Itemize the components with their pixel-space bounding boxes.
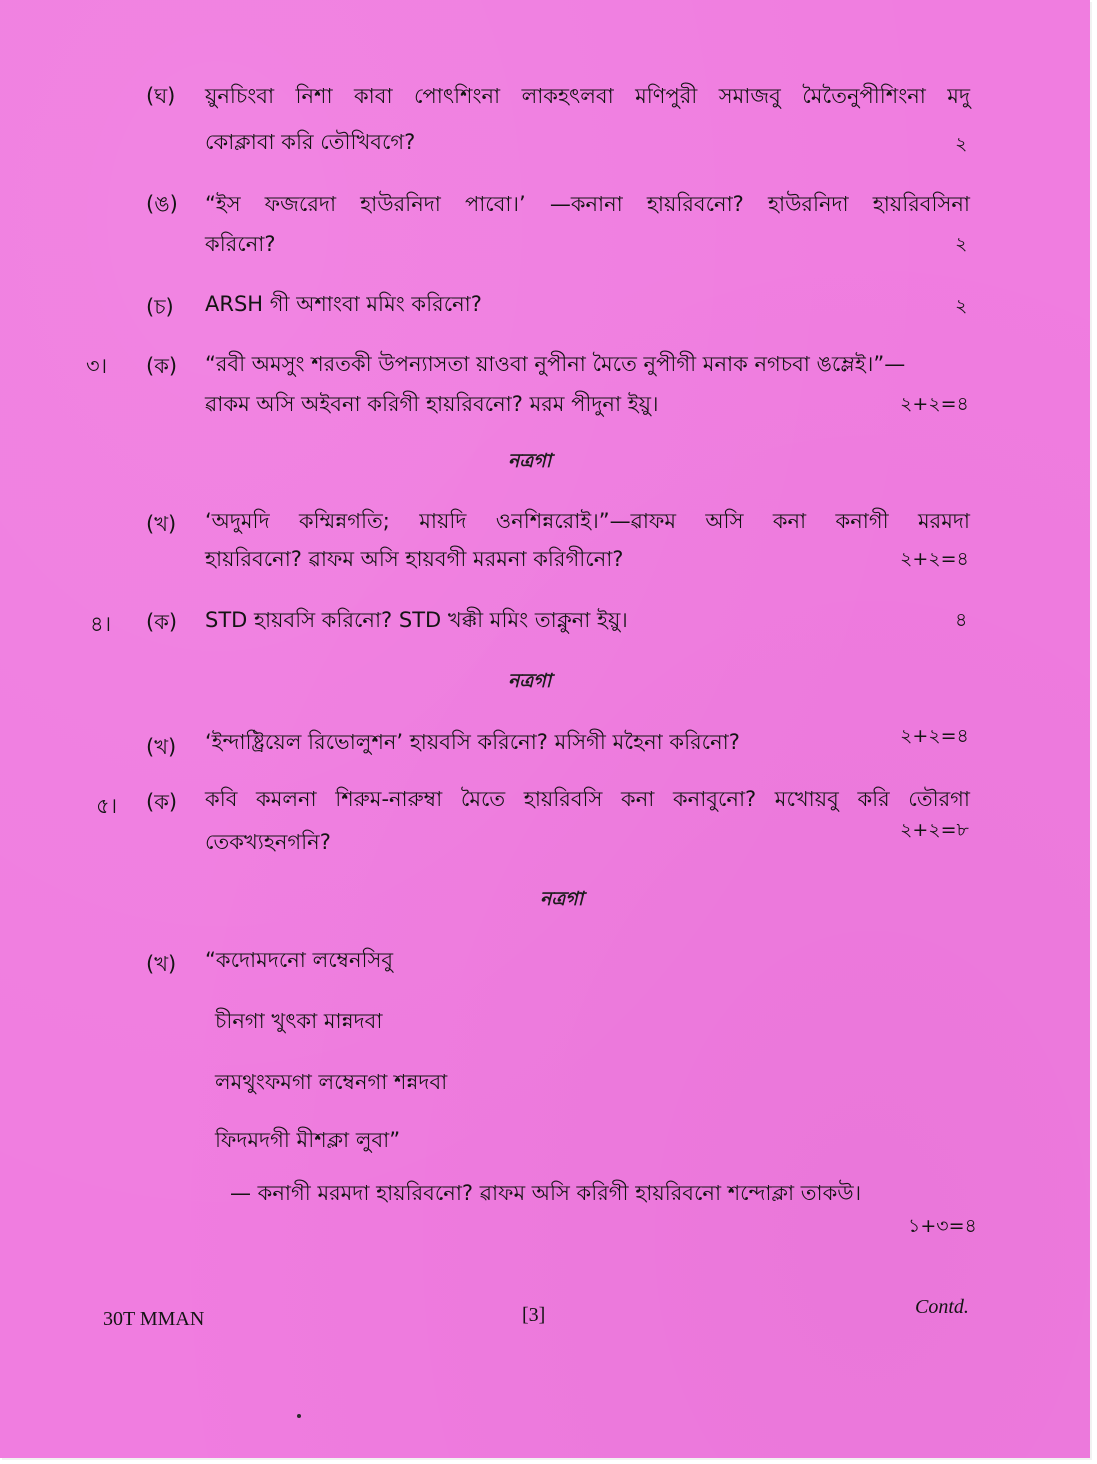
question-text: — কনাগী মরমদা হায়রিবনো? ৱাফম অসি করিগী হায়রিবনো শন্দোক্লা তাকউ। bbox=[230, 1181, 862, 1205]
or-separator: নত্রগা bbox=[540, 888, 584, 910]
question-number: ৫। bbox=[96, 794, 118, 818]
question-number: ৩। bbox=[86, 354, 108, 378]
page-number: [3] bbox=[522, 1304, 546, 1326]
item-label: (চ) bbox=[146, 295, 174, 319]
question-text: তেকখ্যহনগনি? bbox=[205, 830, 331, 854]
poem-line: চীনগা খুৎকা মান্নদবা bbox=[215, 1009, 383, 1033]
poem-line: লমথুংফমগা লম্বেনগা শন্নদবা bbox=[215, 1070, 448, 1094]
poem-line: “কদোমদনো লম্বেনসিবু bbox=[205, 948, 394, 972]
question-text: কবি কমলনা শিরুম-নারুম্বা মৈতে হায়রিবসি কনা কনাবুনো? মখোয়বু করি তৌরগা bbox=[205, 787, 970, 811]
item-label: (ক) bbox=[146, 354, 178, 378]
marks: ১+৩=৪ bbox=[908, 1215, 977, 1237]
question-text: কোক্লাবা করি তৌখিবগে? bbox=[205, 130, 416, 154]
or-separator: নত্রগা bbox=[508, 450, 552, 472]
item-label: (ক) bbox=[146, 790, 178, 814]
marks: ২+২=৪ bbox=[900, 548, 969, 570]
item-label: (খ) bbox=[146, 512, 177, 536]
question-text: STD হায়বসি করিনো? STD খক্কী মমিং তাক্নুনা ইয়ু। bbox=[205, 608, 628, 632]
marks: ২ bbox=[955, 133, 968, 155]
item-label: (খ) bbox=[146, 735, 177, 759]
marks: ৪ bbox=[955, 609, 968, 631]
question-number: ৪। bbox=[90, 612, 112, 636]
paper-code: 30T MMAN bbox=[103, 1308, 205, 1330]
continued-note: Contd. bbox=[915, 1296, 969, 1318]
question-text: ৱাকম অসি অইবনা করিগী হায়রিবনো? মরম পীদুনা ইয়ু। bbox=[205, 392, 659, 416]
poem-line: ফিদমদগী মীশক্লা লুবা” bbox=[215, 1128, 401, 1152]
marks: ২ bbox=[955, 295, 968, 317]
marks: ২ bbox=[955, 233, 968, 255]
item-label: (খ) bbox=[146, 952, 177, 976]
marks: ২+২=৮ bbox=[900, 819, 969, 841]
question-text: ARSH গী অশাংবা মমিং করিনো? bbox=[205, 292, 482, 316]
question-text: ‘অদুমদি কম্মিন্নগতি; মায়দি ওনশিন্নরোই।”—ৱাফম অসি কনা কনাগী মরমদা bbox=[205, 509, 970, 533]
question-text: ‘ইন্দাষ্ট্রিয়েল রিভোলুশন’ হায়বসি করিনো? মসিগী মহৈনা করিনো? bbox=[205, 730, 740, 754]
or-separator: নত্রগা bbox=[508, 670, 552, 692]
question-text: হায়রিবনো? ৱাফম অসি হায়বগী মরমনা করিগীনো? bbox=[205, 547, 624, 571]
question-text: “রবী অমসুং শরতকী উপন্যাসতা য়াওবা নুপীনা মৈতে নুপীগী মনাক নগচবা ঙম্লেই।”— bbox=[205, 352, 906, 376]
item-label: (ক) bbox=[146, 610, 178, 634]
question-text: য়ুনচিংবা নিশা কাবা পোৎশিংনা লাকহৎলবা মণিপুরী সমাজবু মৈতৈনুপীশিংনা মদু bbox=[205, 84, 970, 108]
item-label: (ঙ) bbox=[146, 192, 178, 216]
question-text: করিনো? bbox=[205, 232, 276, 256]
marks: ২+২=৪ bbox=[900, 725, 969, 747]
marks: ২+২=৪ bbox=[900, 393, 969, 415]
question-text: “ইস ফজরেদা হাউরনিদা পাবো।’ —কনানা হায়রিবনো? হাউরনিদা হায়রিবসিনা bbox=[205, 192, 970, 216]
item-label: (ঘ) bbox=[146, 84, 176, 108]
ink-speck bbox=[297, 1414, 301, 1418]
